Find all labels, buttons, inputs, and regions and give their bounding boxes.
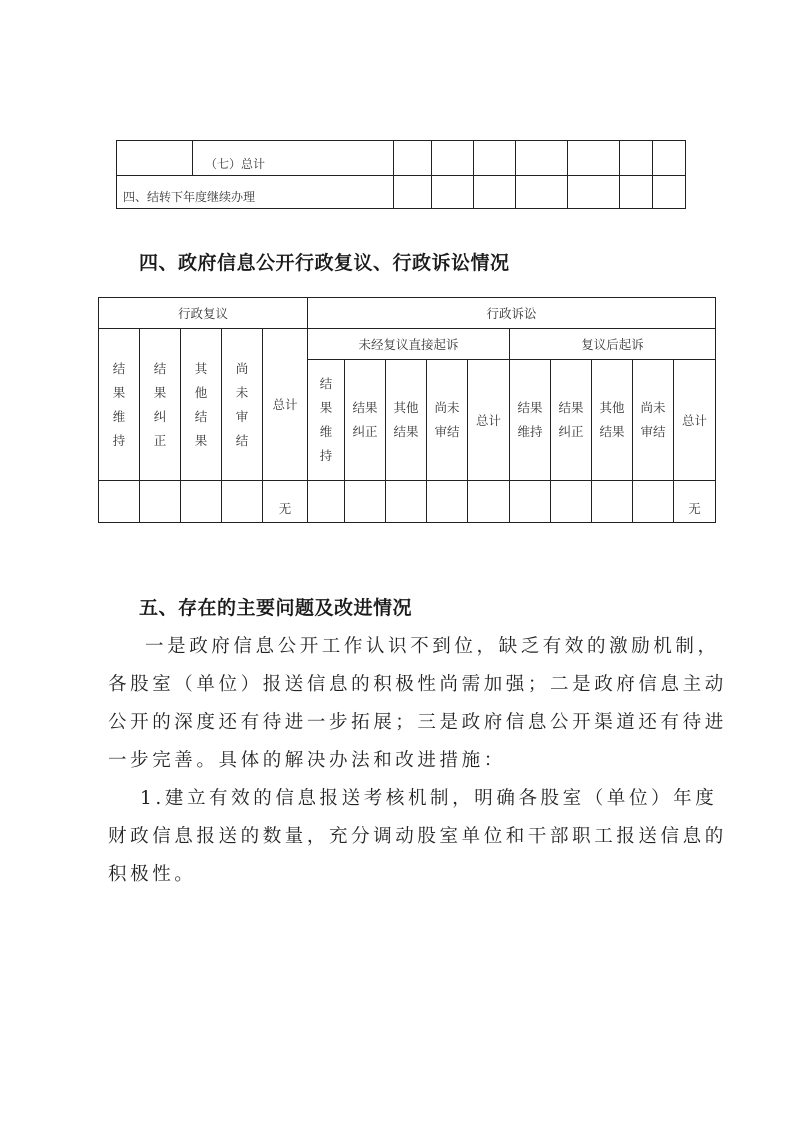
- data-row: [99, 481, 716, 523]
- cell: [516, 141, 568, 176]
- value-cell: [551, 481, 592, 523]
- col-after-upheld: 结果 维持: [510, 360, 551, 481]
- value-cell: [99, 481, 140, 523]
- cell: [653, 141, 686, 176]
- value-cell: [345, 481, 386, 523]
- value-cell: [510, 481, 551, 523]
- continuation-table: [116, 140, 686, 209]
- col-after-pending: 尚未 审结: [633, 360, 674, 481]
- item1-line: 1.建立有效的信息报送考核机制，明确各股室（单位）年度: [140, 788, 718, 809]
- value-cell: [592, 481, 633, 523]
- header-row-2: [99, 329, 716, 360]
- header-litigation: 行政诉讼: [308, 298, 716, 329]
- header-row-1: [99, 298, 716, 329]
- blank-cell: [117, 141, 193, 176]
- col-direct-pending: 尚未 审结: [427, 360, 468, 481]
- cell: [653, 176, 686, 209]
- cell: [474, 176, 516, 209]
- value-cell: [308, 481, 345, 523]
- value-cell: [386, 481, 427, 523]
- item1-line: 积极性。: [108, 864, 197, 885]
- value-cell: [633, 481, 674, 523]
- item1-line: 财政信息报送的数量，充分调动股室单位和干部职工报送信息的: [108, 826, 727, 847]
- paragraph-line: 各股室（单位）报送信息的积极性尚需加强；二是政府信息主动: [108, 674, 727, 695]
- value-cell: [140, 481, 181, 523]
- table-row-total: [117, 141, 686, 176]
- cell: [474, 141, 516, 176]
- table-row-carryover: [117, 176, 686, 209]
- cell: [432, 141, 474, 176]
- col-after-total: 总计: [674, 360, 716, 481]
- col-review-total: 总计: [263, 329, 308, 481]
- value-cell: [427, 481, 468, 523]
- header-review: 行政复议: [99, 298, 308, 329]
- cell: [568, 176, 620, 209]
- value-cell: [222, 481, 263, 523]
- cell: [432, 176, 474, 209]
- cell: [394, 176, 432, 209]
- col-direct-total: 总计: [468, 360, 510, 481]
- cell: [394, 141, 432, 176]
- section5-heading: 五、存在的主要问题及改进情况: [139, 597, 413, 619]
- value-litigation-total: 无: [674, 481, 716, 523]
- row-label-total: （七）总计: [193, 141, 394, 176]
- cell: [620, 176, 653, 209]
- value-cell: [181, 481, 222, 523]
- cell: [516, 176, 568, 209]
- row-label-carryover: 四、结转下年度继续办理: [117, 176, 394, 209]
- col-review-pending: 尚 未 审 结: [222, 329, 263, 481]
- cell: [568, 141, 620, 176]
- paragraph-line: 公开的深度还有待进一步拓展；三是政府信息公开渠道还有待进: [108, 712, 727, 733]
- col-review-upheld: 结 果 维 持: [99, 329, 140, 481]
- header-after-review-suit: 复议后起诉: [510, 329, 716, 360]
- value-review-total: 无: [263, 481, 308, 523]
- col-after-corrected: 结果 纠正: [551, 360, 592, 481]
- col-review-other: 其 他 结 果: [181, 329, 222, 481]
- section4-heading: 四、政府信息公开行政复议、行政诉讼情况: [139, 252, 510, 274]
- header-direct-suit: 未经复议直接起诉: [308, 329, 510, 360]
- section5-paragraph: [108, 628, 728, 894]
- col-review-corrected: 结 果 纠 正: [140, 329, 181, 481]
- paragraph-line: 一是政府信息公开工作认识不到位，缺乏有效的激励机制，: [145, 636, 720, 657]
- review-litigation-table: [98, 297, 716, 523]
- col-direct-corrected: 结果 纠正: [345, 360, 386, 481]
- cell: [620, 141, 653, 176]
- col-direct-other: 其他 结果: [386, 360, 427, 481]
- col-direct-upheld: 结 果 维 持: [308, 360, 345, 481]
- col-after-other: 其他 结果: [592, 360, 633, 481]
- value-cell: [468, 481, 510, 523]
- paragraph-line: 一步完善。具体的解决办法和改进措施：: [108, 750, 506, 771]
